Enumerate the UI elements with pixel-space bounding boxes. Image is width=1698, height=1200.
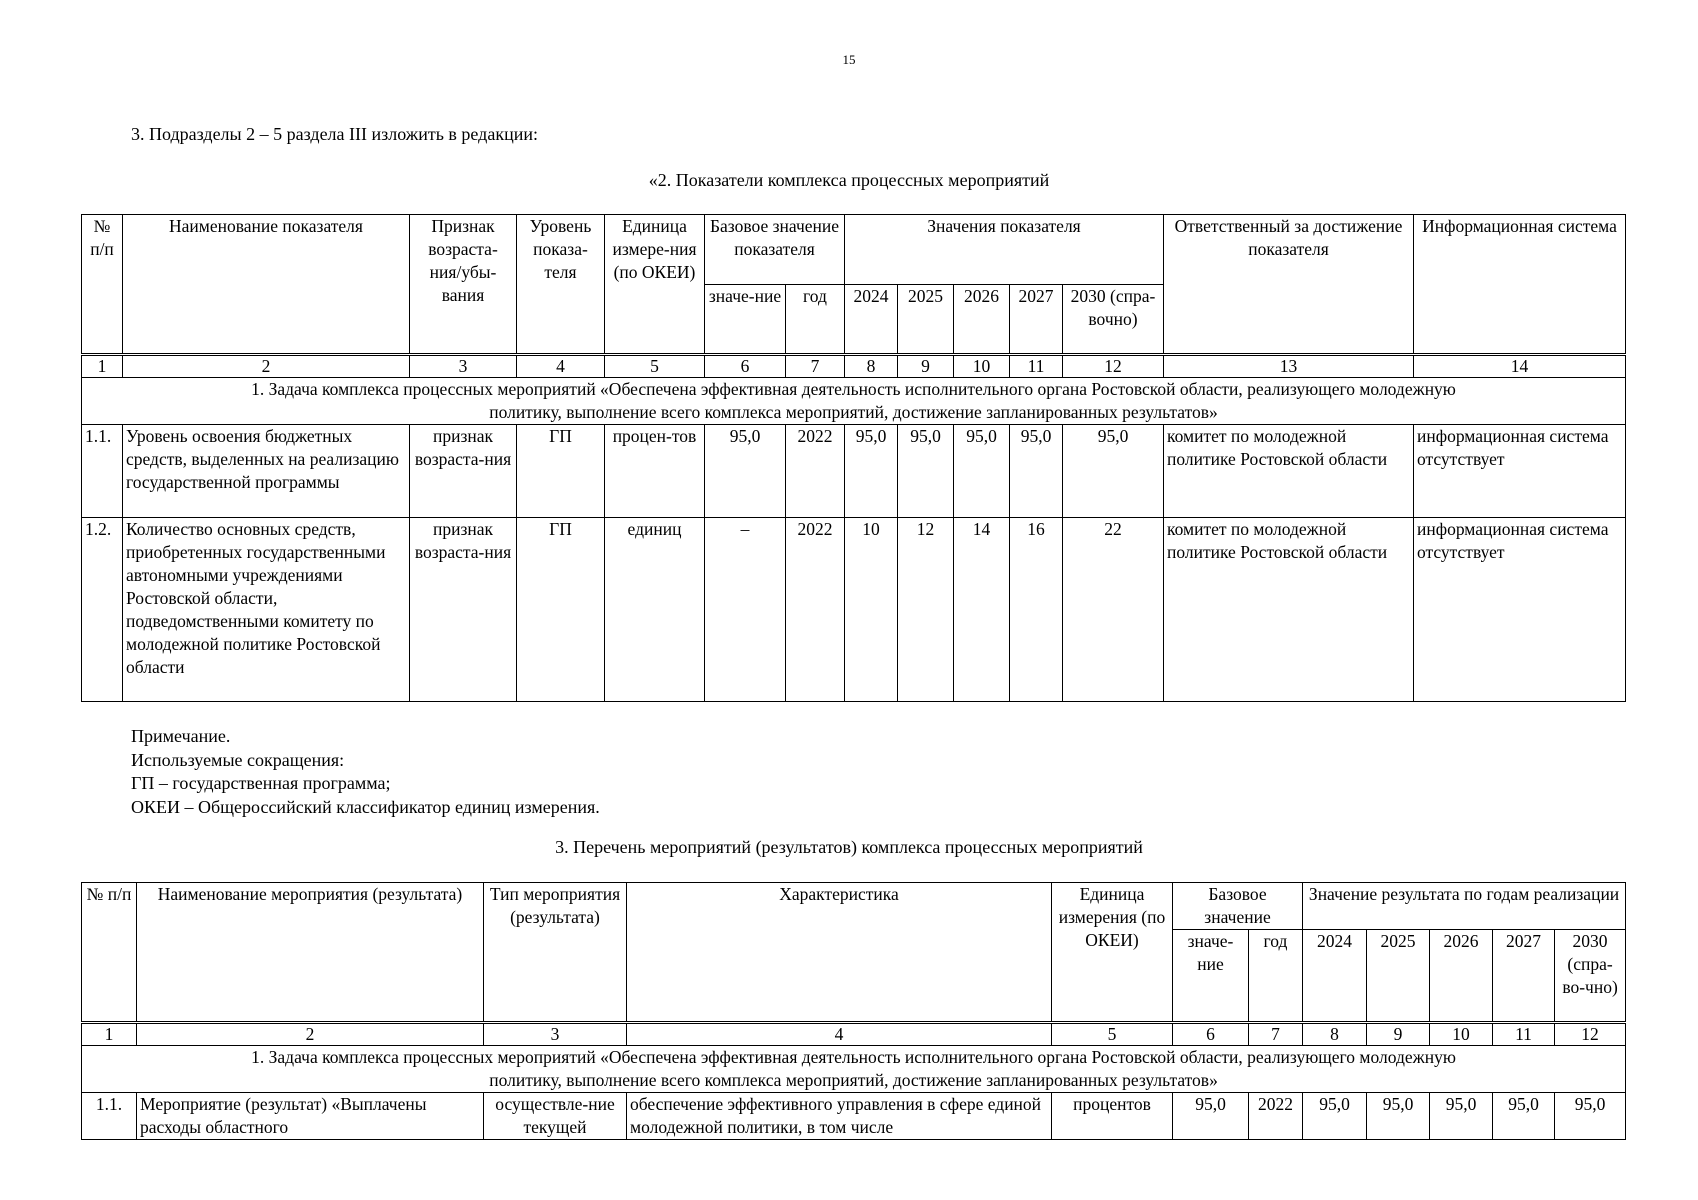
row-type: осуществле-ние текущей bbox=[484, 1093, 627, 1140]
header-type: Тип мероприятия (результата) bbox=[484, 883, 627, 1023]
col-number: 7 bbox=[786, 355, 845, 378]
header-base: Базовое значение показателя bbox=[705, 215, 845, 285]
header-2030: 2030 (спра-во-чно) bbox=[1555, 930, 1626, 1023]
col-number: 4 bbox=[517, 355, 605, 378]
col-number: 3 bbox=[484, 1023, 627, 1046]
row-2030: 22 bbox=[1063, 518, 1164, 702]
table-row bbox=[82, 1093, 1626, 1140]
table2-title: 3. Перечень мероприятий (результатов) комплекса процессных мероприятий bbox=[555, 837, 1143, 857]
header-base-value: значе-ние bbox=[1173, 930, 1249, 1023]
row-2030: 95,0 bbox=[1063, 425, 1164, 518]
col-number: 6 bbox=[1173, 1023, 1249, 1046]
row-base-year: 2022 bbox=[786, 518, 845, 702]
col-number: 5 bbox=[605, 355, 705, 378]
col-number: 1 bbox=[82, 355, 123, 378]
col-number: 13 bbox=[1164, 355, 1414, 378]
header-2030: 2030 (спра-вочно) bbox=[1063, 285, 1164, 355]
row-level: ГП bbox=[517, 518, 605, 702]
row-system: информационная система отсутствует bbox=[1414, 518, 1626, 702]
col-number: 4 bbox=[627, 1023, 1052, 1046]
col-number: 9 bbox=[898, 355, 954, 378]
row-unit: единиц bbox=[605, 518, 705, 702]
row-base-year: 2022 bbox=[786, 425, 845, 518]
row-2027: 16 bbox=[1010, 518, 1063, 702]
col-number: 14 bbox=[1414, 355, 1626, 378]
row-name: Мероприятие (результат) «Выплачены расходы областного bbox=[137, 1093, 484, 1140]
row-characteristic: обеспечение эффективного управления в сфере единой молодежной политики, в том числе bbox=[627, 1093, 1052, 1140]
header-values: Значение результата по годам реализации bbox=[1303, 883, 1626, 930]
col-number: 12 bbox=[1063, 355, 1164, 378]
activities-table bbox=[81, 882, 1626, 1140]
note-block bbox=[131, 725, 600, 819]
task-text: 1. Задача комплекса процессных мероприятий «Обеспечена эффективная деятельность исполнительного органа Ростовской области, реализующего молодежную политику, выполнение всего комплекса мероприятий, достижение запланированных результатов» bbox=[82, 1046, 1626, 1093]
note-okei: ОКЕИ – Общероссийский классификатор единиц измерения. bbox=[131, 796, 600, 817]
note-title: Примечание. bbox=[131, 726, 231, 746]
row-base-year: 2022 bbox=[1249, 1093, 1303, 1140]
header-unit: Единица измерения (по ОКЕИ) bbox=[1052, 883, 1173, 1023]
table1-column-numbers bbox=[82, 355, 1626, 378]
row-responsible: комитет по молодежной политике Ростовской области bbox=[1164, 518, 1414, 702]
row-system: информационная система отсутствует bbox=[1414, 425, 1626, 518]
header-2026: 2026 bbox=[1430, 930, 1493, 1023]
col-number: 6 bbox=[705, 355, 786, 378]
header-2024: 2024 bbox=[1303, 930, 1367, 1023]
header-unit: Единица измере-ния (по ОКЕИ) bbox=[605, 215, 705, 355]
table2-column-numbers bbox=[82, 1023, 1626, 1046]
col-number: 11 bbox=[1493, 1023, 1555, 1046]
header-system: Информационная система bbox=[1414, 215, 1626, 355]
row-name: Количество основных средств, приобретенных государственными автономными учреждениями Ростовской области, подведомственными комитету по молодежной политике Ростовской области bbox=[123, 518, 410, 702]
table2-header-row bbox=[82, 883, 1626, 930]
col-number: 10 bbox=[1430, 1023, 1493, 1046]
col-number: 8 bbox=[845, 355, 898, 378]
row-level: ГП bbox=[517, 425, 605, 518]
row-unit: процен-тов bbox=[605, 425, 705, 518]
header-base-year: год bbox=[786, 285, 845, 355]
col-number: 12 bbox=[1555, 1023, 1626, 1046]
row-responsible: комитет по молодежной политике Ростовской области bbox=[1164, 425, 1414, 518]
header-trend: Признак возраста-ния/убы-вания bbox=[410, 215, 517, 355]
table-row bbox=[82, 425, 1626, 518]
intro-text: 3. Подразделы 2 – 5 раздела III изложить в редакции: bbox=[131, 124, 538, 144]
col-number: 8 bbox=[1303, 1023, 1367, 1046]
header-2027: 2027 bbox=[1493, 930, 1555, 1023]
header-2025: 2025 bbox=[1367, 930, 1430, 1023]
row-unit: процентов bbox=[1052, 1093, 1173, 1140]
table2-task-row bbox=[82, 1046, 1626, 1093]
row-2024: 10 bbox=[845, 518, 898, 702]
row-base-value: 95,0 bbox=[1173, 1093, 1249, 1140]
row-2026: 14 bbox=[954, 518, 1010, 702]
note-abbr-title: Используемые сокращения: bbox=[131, 749, 345, 770]
header-name: Наименование мероприятия (результата) bbox=[137, 883, 484, 1023]
col-number: 2 bbox=[137, 1023, 484, 1046]
row-2027: 95,0 bbox=[1010, 425, 1063, 518]
note-gp: ГП – государственная программа; bbox=[131, 773, 391, 793]
table-row bbox=[82, 518, 1626, 702]
row-base-value: 95,0 bbox=[705, 425, 786, 518]
header-num: № п/п bbox=[82, 215, 123, 355]
row-2024: 95,0 bbox=[1303, 1093, 1367, 1140]
header-2025: 2025 bbox=[898, 285, 954, 355]
row-trend: признак возраста-ния bbox=[410, 518, 517, 702]
table1-task-row bbox=[82, 378, 1626, 425]
row-2024: 95,0 bbox=[845, 425, 898, 518]
row-num: 1.1. bbox=[82, 425, 123, 518]
row-num: 1.1. bbox=[82, 1093, 137, 1140]
header-characteristic: Характеристика bbox=[627, 883, 1052, 1023]
col-number: 10 bbox=[954, 355, 1010, 378]
row-2030: 95,0 bbox=[1555, 1093, 1626, 1140]
col-number: 1 bbox=[82, 1023, 137, 1046]
row-trend: признак возраста-ния bbox=[410, 425, 517, 518]
row-2026: 95,0 bbox=[1430, 1093, 1493, 1140]
task-text: 1. Задача комплекса процессных мероприятий «Обеспечена эффективная деятельность исполнительного органа Ростовской области, реализующего молодежную политику, выполнение всего комплекса мероприятий, достижение запланированных результатов» bbox=[82, 378, 1626, 425]
row-num: 1.2. bbox=[82, 518, 123, 702]
header-2026: 2026 bbox=[954, 285, 1010, 355]
table1-header-row bbox=[82, 215, 1626, 285]
col-number: 9 bbox=[1367, 1023, 1430, 1046]
row-2026: 95,0 bbox=[954, 425, 1010, 518]
indicators-table bbox=[81, 214, 1626, 702]
col-number: 5 bbox=[1052, 1023, 1173, 1046]
header-2024: 2024 bbox=[845, 285, 898, 355]
header-base: Базовое значение bbox=[1173, 883, 1303, 930]
header-responsible: Ответственный за достижение показателя bbox=[1164, 215, 1414, 355]
row-2025: 95,0 bbox=[1367, 1093, 1430, 1140]
header-values: Значения показателя bbox=[845, 215, 1164, 285]
header-base-value: значе-ние bbox=[705, 285, 786, 355]
row-name: Уровень освоения бюджетных средств, выделенных на реализацию государственной программы bbox=[123, 425, 410, 518]
header-2027: 2027 bbox=[1010, 285, 1063, 355]
col-number: 11 bbox=[1010, 355, 1063, 378]
table1-title: «2. Показатели комплекса процессных мероприятий bbox=[648, 170, 1050, 190]
row-base-value: – bbox=[705, 518, 786, 702]
header-name: Наименование показателя bbox=[123, 215, 410, 355]
col-number: 3 bbox=[410, 355, 517, 378]
header-num: № п/п bbox=[82, 883, 137, 1023]
col-number: 7 bbox=[1249, 1023, 1303, 1046]
row-2025: 95,0 bbox=[898, 425, 954, 518]
col-number: 2 bbox=[123, 355, 410, 378]
page-number: 15 bbox=[842, 52, 856, 67]
header-base-year: год bbox=[1249, 930, 1303, 1023]
row-2025: 12 bbox=[898, 518, 954, 702]
header-level: Уровень показа-теля bbox=[517, 215, 605, 355]
row-2027: 95,0 bbox=[1493, 1093, 1555, 1140]
